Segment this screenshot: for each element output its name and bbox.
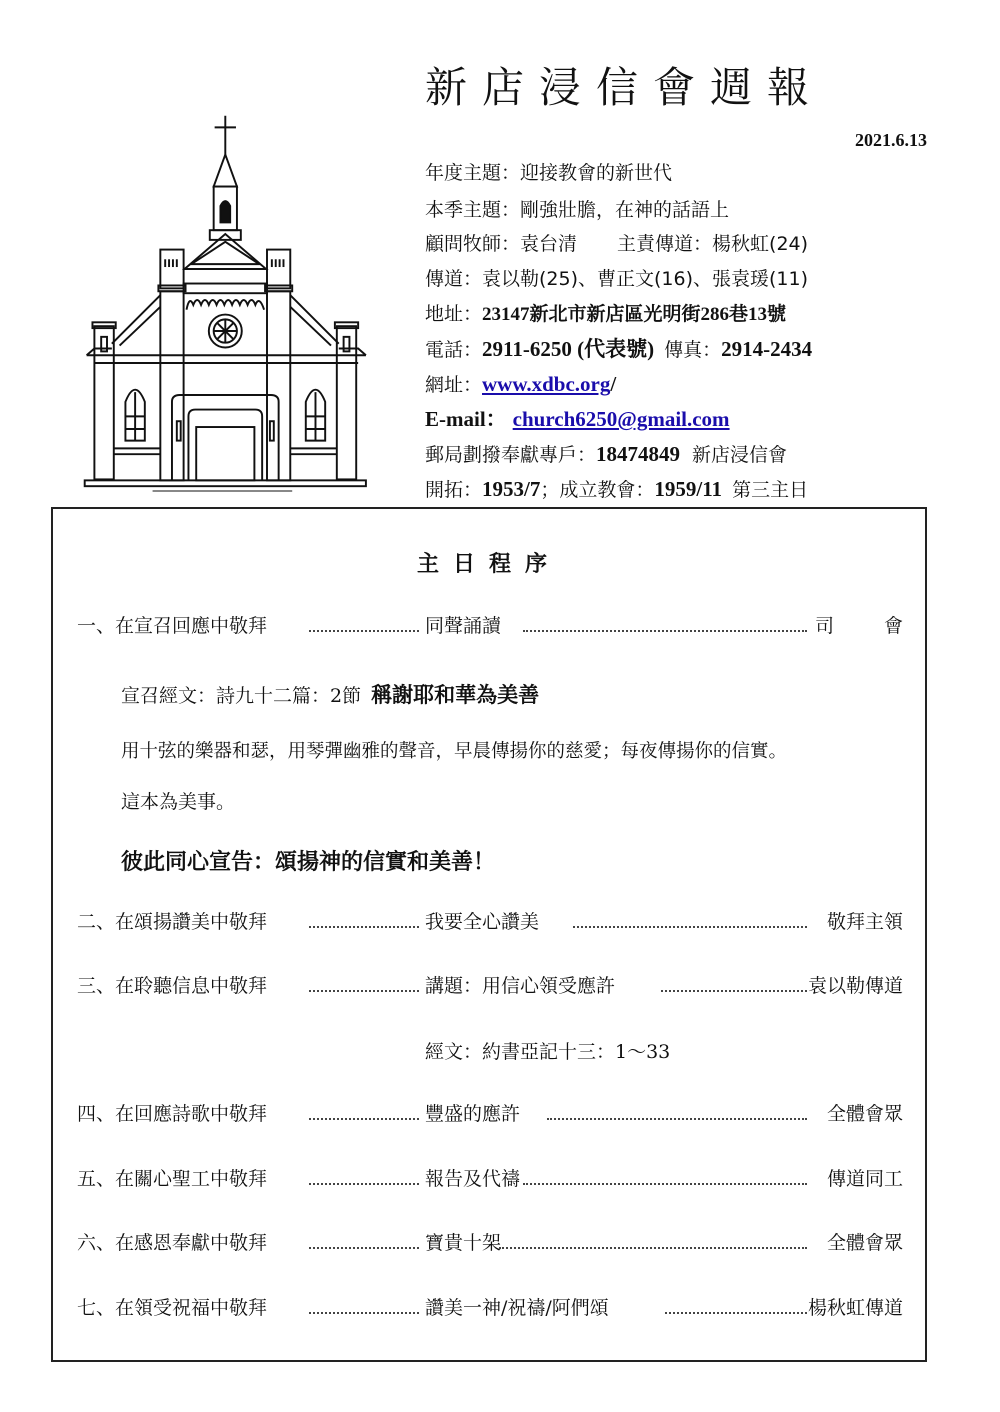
season-theme bbox=[425, 197, 729, 223]
program-part: 二、在頌揚讚美中敬拜 bbox=[77, 911, 268, 933]
history-line bbox=[425, 476, 808, 503]
phone-value: 2911-6250 (代表號) bbox=[482, 337, 655, 361]
phone-label: 電話： bbox=[425, 339, 483, 361]
dot-leader bbox=[499, 1247, 807, 1249]
program-item: 我要全心讚美 bbox=[425, 911, 540, 933]
program-leader: 司會 bbox=[814, 615, 953, 637]
dot-leader bbox=[309, 1247, 419, 1249]
program-leader: 傳道同工 bbox=[826, 1168, 903, 1190]
pastors-line bbox=[425, 231, 808, 257]
call-scripture-title: 稱謝耶和華為美善 bbox=[371, 682, 540, 707]
call-scripture-text-1: 用十弦的樂器和瑟，用琴彈幽雅的聲音，早晨傳揚你的慈愛；每夜傳揚你的信實。 bbox=[121, 741, 788, 762]
program-row bbox=[77, 1228, 903, 1258]
declaration: 彼此同心宣告：頌揚神的信實和美善！ bbox=[121, 849, 496, 875]
program-part: 四、在回應詩歌中敬拜 bbox=[77, 1103, 268, 1125]
program-item: 豐盛的應許 bbox=[425, 1103, 521, 1125]
program-row bbox=[77, 1293, 903, 1323]
program-title: 主日程序 bbox=[416, 551, 561, 577]
dot-leader bbox=[523, 1183, 807, 1185]
preachers-label: 傳道： bbox=[425, 268, 483, 290]
program-row bbox=[77, 907, 903, 937]
preachers-line bbox=[425, 266, 808, 292]
annual-theme-label: 年度主題： bbox=[425, 162, 521, 184]
program-part: 七、在領受祝福中敬拜 bbox=[77, 1297, 268, 1319]
program-row bbox=[77, 1164, 903, 1194]
annual-theme bbox=[425, 160, 672, 186]
dot-leader bbox=[309, 926, 419, 928]
founded-label: 開拓： bbox=[425, 479, 483, 501]
bulletin-date: 2021.6.13 bbox=[855, 130, 927, 150]
sermon-scripture: 經文：約書亞記十三：1～33 bbox=[425, 1041, 671, 1063]
dot-leader bbox=[665, 1312, 807, 1314]
program-part: 一、在宣召回應中敬拜 bbox=[77, 615, 268, 637]
annual-theme-value: 迎接教會的新世代 bbox=[520, 162, 673, 184]
address-line bbox=[425, 301, 786, 328]
worship-program-box bbox=[51, 507, 953, 1362]
dot-leader bbox=[309, 1312, 419, 1314]
fax-label: 傳真： bbox=[664, 339, 722, 361]
sunday-label: 第三主日 bbox=[732, 479, 809, 501]
church-icon bbox=[75, 100, 395, 500]
program-item: 寶貴十架 bbox=[425, 1232, 502, 1254]
established-value: 1959/11 bbox=[654, 477, 723, 501]
call-scripture-text-2: 這本為美事。 bbox=[121, 791, 236, 813]
season-theme-label: 本季主題： bbox=[425, 199, 521, 221]
dot-leader bbox=[309, 630, 419, 632]
contact-line bbox=[425, 336, 812, 363]
program-leader: 全體會眾 bbox=[826, 1103, 903, 1125]
website-label: 網址： bbox=[425, 374, 483, 396]
program-row bbox=[77, 971, 903, 1001]
call-scripture-label: 宣召經文：詩九十二篇：2節 bbox=[121, 685, 362, 707]
program-leader: 敬拜主領 bbox=[826, 911, 903, 933]
advisor-name: 袁台清 bbox=[520, 233, 578, 255]
website-link[interactable]: www.xdbc.org bbox=[482, 372, 611, 396]
program-item: 報告及代禱 bbox=[425, 1168, 521, 1190]
dot-leader bbox=[547, 1118, 807, 1120]
preachers-names: 袁以勒(25)、曹正文(16)、張袁瑗(11) bbox=[482, 268, 809, 290]
program-row bbox=[77, 611, 953, 641]
bulletin-title: 新店浸信會週報 bbox=[425, 63, 825, 112]
website-suffix: / bbox=[610, 372, 617, 396]
website-line bbox=[425, 371, 616, 398]
established-label: ；成立教會： bbox=[540, 479, 655, 501]
dot-leader bbox=[309, 990, 419, 992]
season-theme-value: 剛強壯膽，在神的話語上 bbox=[520, 199, 730, 221]
postal-name: 新店浸信會 bbox=[692, 444, 788, 466]
program-leader: 楊秋虹傳道 bbox=[807, 1297, 903, 1319]
program-part: 五、在關心聖工中敬拜 bbox=[77, 1168, 268, 1190]
program-part: 六、在感恩奉獻中敬拜 bbox=[77, 1232, 268, 1254]
postal-label: 郵局劃撥奉獻專戶： bbox=[425, 444, 597, 466]
email-line bbox=[425, 406, 730, 433]
dot-leader bbox=[661, 990, 807, 992]
program-row bbox=[77, 1099, 903, 1129]
program-leader: 袁以勒傳道 bbox=[807, 975, 903, 997]
dot-leader bbox=[573, 926, 807, 928]
postal-line bbox=[425, 441, 787, 468]
program-item: 讚美一神/祝禱/阿們頌 bbox=[425, 1297, 609, 1319]
dot-leader bbox=[309, 1183, 419, 1185]
dot-leader bbox=[523, 630, 807, 632]
dot-leader bbox=[309, 1118, 419, 1120]
email-label: E-mail： bbox=[425, 407, 507, 431]
postal-account: 18474849 bbox=[596, 442, 681, 466]
founded-value: 1953/7 bbox=[482, 477, 541, 501]
advisor-label: 顧問牧師： bbox=[425, 233, 521, 255]
program-part: 三、在聆聽信息中敬拜 bbox=[77, 975, 268, 997]
lead-preacher-name: 楊秋虹(24) bbox=[712, 233, 809, 255]
address-label: 地址： bbox=[425, 303, 483, 325]
program-item: 講題：用信心領受應許 bbox=[425, 975, 616, 997]
lead-preacher-label: 主責傳道： bbox=[617, 233, 713, 255]
email-link[interactable]: church6250@gmail.com bbox=[512, 407, 730, 431]
fax-value: 2914-2434 bbox=[721, 337, 813, 361]
program-item: 同聲誦讀 bbox=[425, 615, 502, 637]
address-value: 23147新北市新店區光明街286巷13號 bbox=[482, 304, 787, 325]
call-scripture bbox=[121, 679, 539, 709]
program-leader: 全體會眾 bbox=[826, 1232, 903, 1254]
